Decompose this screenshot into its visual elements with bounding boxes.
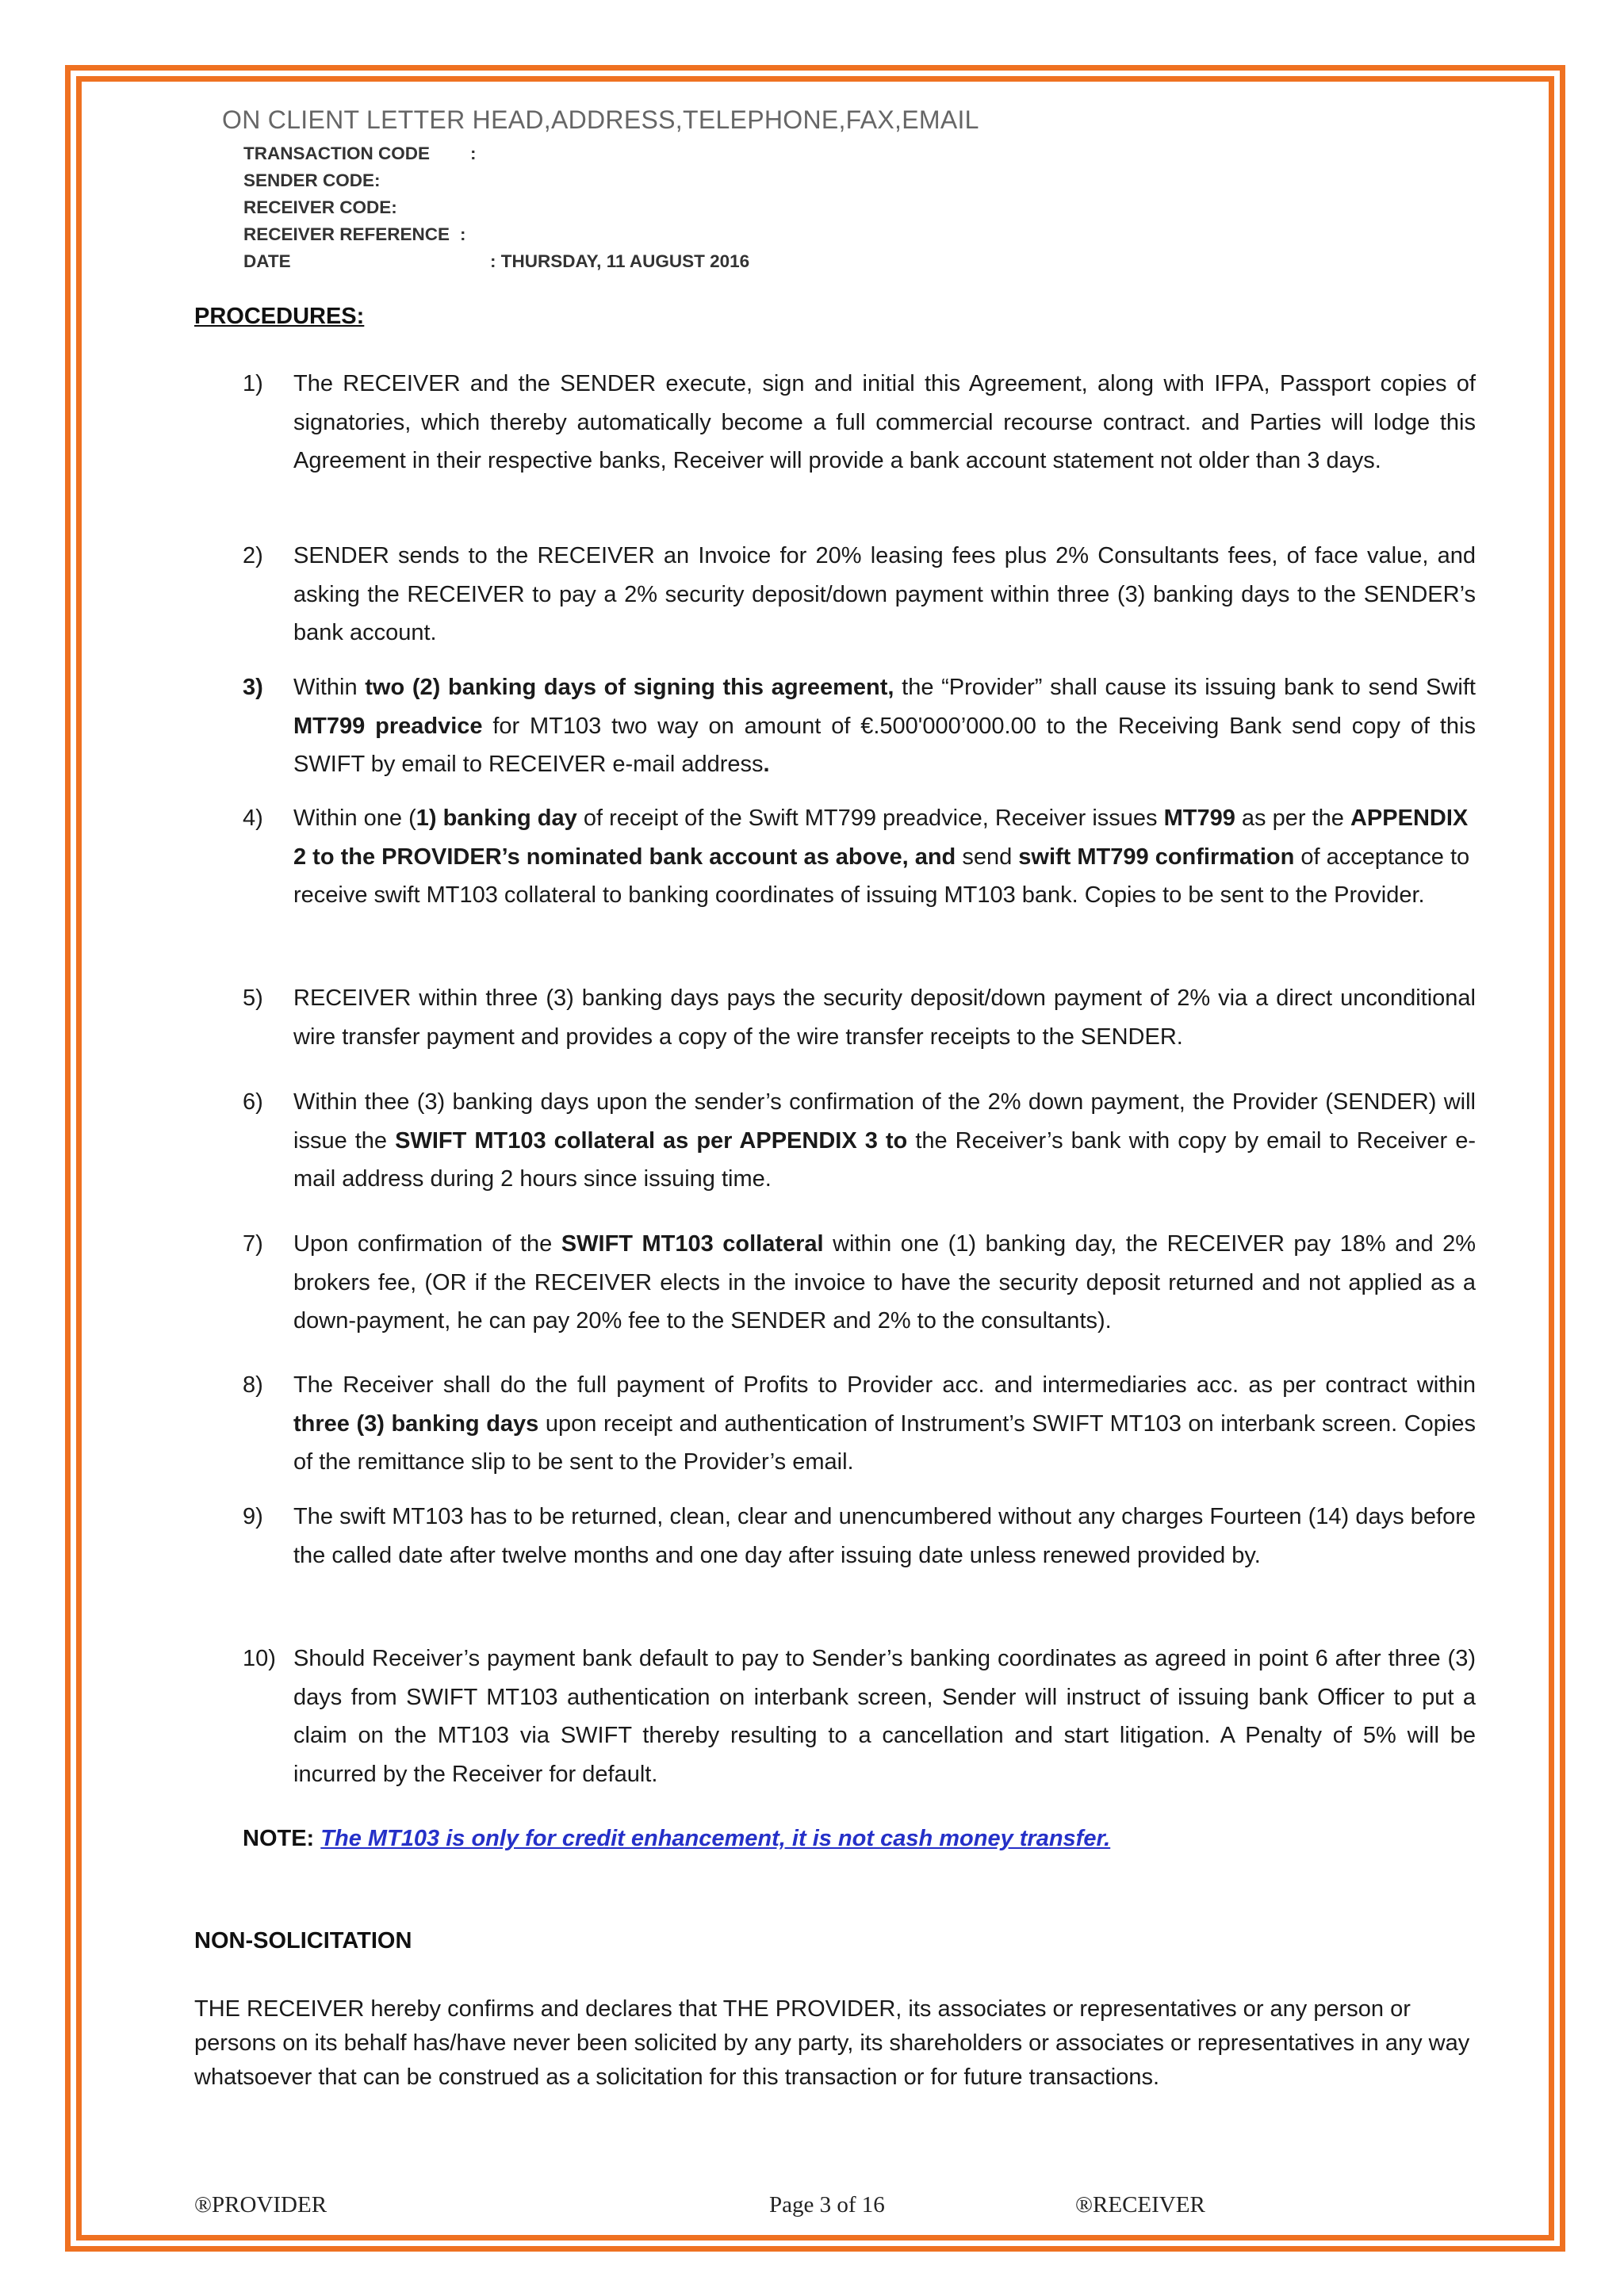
footer-receiver: ®RECEIVER [1075,2192,1205,2218]
procedure-item-1 [243,365,1476,480]
item-number: 8) [243,1372,263,1398]
letterhead: ON CLIENT LETTER HEAD,ADDRESS,TELEPHONE,FAX,EMAIL [222,105,979,134]
meta-label: RECEIVER CODE: [243,197,397,217]
procedure-item-5 [243,979,1476,1056]
meta-date [243,251,750,272]
item-text: Should Receiver’s payment bank default to pay to Sender’s banking coordinates as agreed in point 6 after three (3) days from SWIFT MT103 authentication on interbank screen, Sender will instruct of issuing bank Officer to put a claim on the MT103 via SWIFT thereby resulting to a cancellation and start litigation. A Penalty of 5% will be incurred by the Receiver for default. [293,1646,1476,1787]
procedure-item-10 [243,1640,1476,1793]
item-text: The RECEIVER and the SENDER execute, sign and initial this Agreement, along with IFPA, Passport copies of signatories, which thereby automatically become a full commercial recourse contract. and Parties will lodge this Agreement in their respective banks, Receiver will provide a bank account statement not older than 3 days. [293,371,1476,473]
footer-page-number: Page 3 of 16 [769,2192,885,2218]
meta-label: TRANSACTION CODE [243,144,430,163]
footer-provider: ®PROVIDER [194,2192,327,2218]
item-number: 9) [243,1504,263,1529]
procedure-item-9 [243,1498,1476,1575]
item-number: 7) [243,1231,263,1257]
item-text: Within one (1) banking day of receipt of the Swift MT799 preadvice, Receiver issues MT799 as per the APPENDIX 2 to the PROVIDER’s nominated bank account as above, and send swift MT799 confirmation of acceptance to receive swift MT103 collateral to banking coordinates of issuing MT103 bank. Copies to be sent to the Provider. [293,806,1470,908]
procedure-item-2 [243,537,1476,652]
procedure-item-8 [243,1366,1476,1482]
meta-value: : [470,144,477,163]
meta-transaction-code [243,144,477,164]
item-number: 1) [243,371,263,396]
procedure-item-6 [243,1083,1476,1199]
meta-label: DATE [243,251,291,271]
procedure-item-7 [243,1225,1476,1341]
item-number: 4) [243,806,263,831]
meta-label: SENDER CODE: [243,170,381,190]
meta-value: : [460,224,466,244]
meta-receiver-code [243,197,397,218]
item-text: The Receiver shall do the full payment of Profits to Provider acc. and intermediaries acc. as per contract within three (3) banking days upon receipt and authentication of Instrument’s SWIFT MT103 on interbank screen. Copies of the remittance slip to be sent to the Provider’s email. [293,1372,1476,1475]
meta-label: RECEIVER REFERENCE [243,224,450,244]
non-solicitation-heading: NON-SOLICITATION [194,1928,412,1954]
item-number: 3) [243,675,263,700]
item-text: Upon confirmation of the SWIFT MT103 collateral within one (1) banking day, the RECEIVER pay 18% and 2% brokers fee, (OR if the RECEIVER elects in the invoice to have the security deposit returned and not applied as a down-payment, he can pay 20% fee to the SENDER and 2% to the consultants). [293,1231,1477,1334]
note [243,1826,1110,1852]
item-text: RECEIVER within three (3) banking days pays the security deposit/down payment of 2% via a direct unconditional wire transfer payment and provides a copy of the wire transfer receipts to the SENDER. [293,985,1476,1050]
item-text: Within thee (3) banking days upon the sender’s confirmation of the 2% down payment, the Provider (SENDER) will issue the SWIFT MT103 collateral as per APPENDIX 3 to the Receiver’s bank with copy by email to Receiver e-mail address during 2 hours since issuing time. [293,1089,1476,1192]
procedure-item-4 [243,799,1476,915]
meta-receiver-reference [243,224,466,245]
item-number: 2) [243,543,263,568]
item-text: SENDER sends to the RECEIVER an Invoice for 20% leasing fees plus 2% Consultants fees, of face value, and asking the RECEIVER to pay a 2% security deposit/down payment within three (3) banking days to the SENDER’s bank account. [293,543,1476,645]
item-number: 6) [243,1089,263,1115]
item-text: The swift MT103 has to be returned, clean, clear and unencumbered without any charges Fourteen (14) days before the called date after twelve months and one day after issuing date unless renewed provided by. [293,1504,1476,1568]
item-number: 5) [243,985,263,1011]
note-label: NOTE: [243,1826,315,1851]
procedures-heading: PROCEDURES: [194,304,365,329]
meta-sender-code [243,170,381,191]
item-number: 10) [243,1646,276,1671]
note-link[interactable]: The MT103 is only for credit enhancement, it is not cash money transfer. [320,1826,1111,1851]
meta-value: : THURSDAY, 11 AUGUST 2016 [490,251,750,271]
non-solicitation-text: THE RECEIVER hereby confirms and declares that THE PROVIDER, its associates or representatives or any person or persons on its behalf has/have never been solicited by any party, its shareholders or associates or representatives in any way whatsoever that can be construed as a solicitation for this transaction or for future transactions. [194,1996,1470,2090]
procedure-item-3 [243,668,1476,784]
item-text: Within two (2) banking days of signing this agreement, the “Provider” shall cause its issuing bank to send Swift MT799 preadvice for MT103 two way on amount of €.500'000’000.00 to the Receiving Bank send copy of this SWIFT by email to RECEIVER e-mail address. [293,675,1476,777]
